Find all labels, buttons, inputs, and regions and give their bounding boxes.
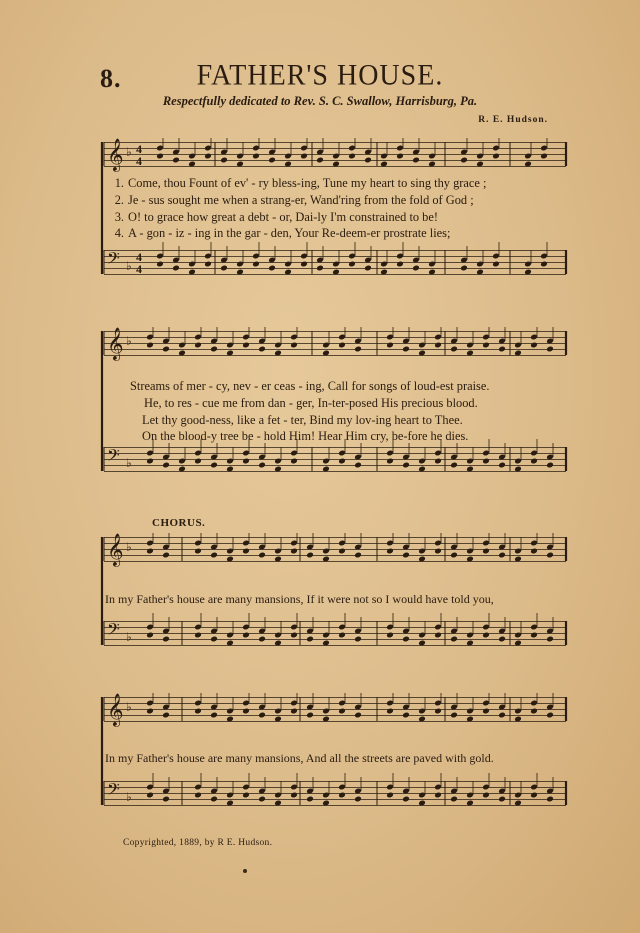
verse-3-line-2: Let thy good-ness, like a fet - ter, Bind my lov-ing heart to Thee. [142,413,463,427]
svg-text:𝄢: 𝄢 [107,445,120,469]
dedication: Respectfully dedicated to Rev. S. C. Swallow, Harrisburg, Pa. [162,94,478,108]
svg-text:𝄞: 𝄞 [107,533,124,566]
music-system-4 [100,693,570,833]
verse-3-line-1: 3. O! to grace how great a debt - or, Dai-ly I'm constrained to be! [114,210,439,224]
svg-text:♭: ♭ [126,540,132,554]
svg-text:♭: ♭ [126,334,132,348]
svg-text:4: 4 [136,154,142,168]
svg-text:♭: ♭ [126,790,132,804]
chorus-line-2: In my Father's house are many mansions, And all the streets are paved with gold. [105,751,494,765]
svg-text:𝄢: 𝄢 [107,248,120,272]
svg-text:𝄢: 𝄢 [107,779,120,803]
verse-1-line-1: 1. Come, thou Fount of ev' - ry bless-ing, Tune my heart to sing thy grace ; [114,176,487,190]
composer-credit: R. E. Hudson. [478,115,548,125]
svg-text:♭: ♭ [126,700,132,714]
copyright-notice: Copyrighted, 1889, by R E. Hudson. [123,838,273,848]
music-system-1 [100,138,570,303]
svg-text:♭: ♭ [126,145,132,159]
svg-text:♭: ♭ [126,456,132,470]
chorus-label: CHORUS. [152,517,206,529]
svg-text:4: 4 [136,142,142,156]
svg-text:♭: ♭ [126,259,132,273]
svg-text:4: 4 [136,250,142,264]
page-mark [243,869,247,873]
music-system-3 [100,533,570,673]
svg-text:𝄞: 𝄞 [107,138,124,171]
music-system-2 [100,327,570,492]
svg-text:𝄞: 𝄞 [107,327,124,360]
hymn-number: 8. [100,64,122,93]
svg-text:𝄢: 𝄢 [107,619,120,643]
chorus-line-1: In my Father's house are many mansions, If it were not so I would have told you, [105,592,494,606]
svg-text:𝄞: 𝄞 [107,693,124,726]
verse-1-line-2: Streams of mer - cy, nev - er ceas - ing, Call for songs of loud-est praise. [130,379,490,393]
verse-4-line-1: 4. A - gon - iz - ing in the gar - den, Your Re-deem-er prostrate lies; [114,226,451,240]
verse-4-line-2: On the blood-y tree be - hold Him! Hear Him cry, be-fore he dies. [142,429,469,443]
hymn-title: FATHER'S HOUSE. [196,59,444,92]
verse-2-line-1: 2. Je - sus sought me when a strang-er, Wand'ring from the fold of God ; [114,193,474,207]
svg-text:♭: ♭ [126,630,132,644]
verse-2-line-2: He, to res - cue me from dan - ger, In-ter-posed His precious blood. [144,396,478,410]
svg-text:4: 4 [136,262,142,276]
